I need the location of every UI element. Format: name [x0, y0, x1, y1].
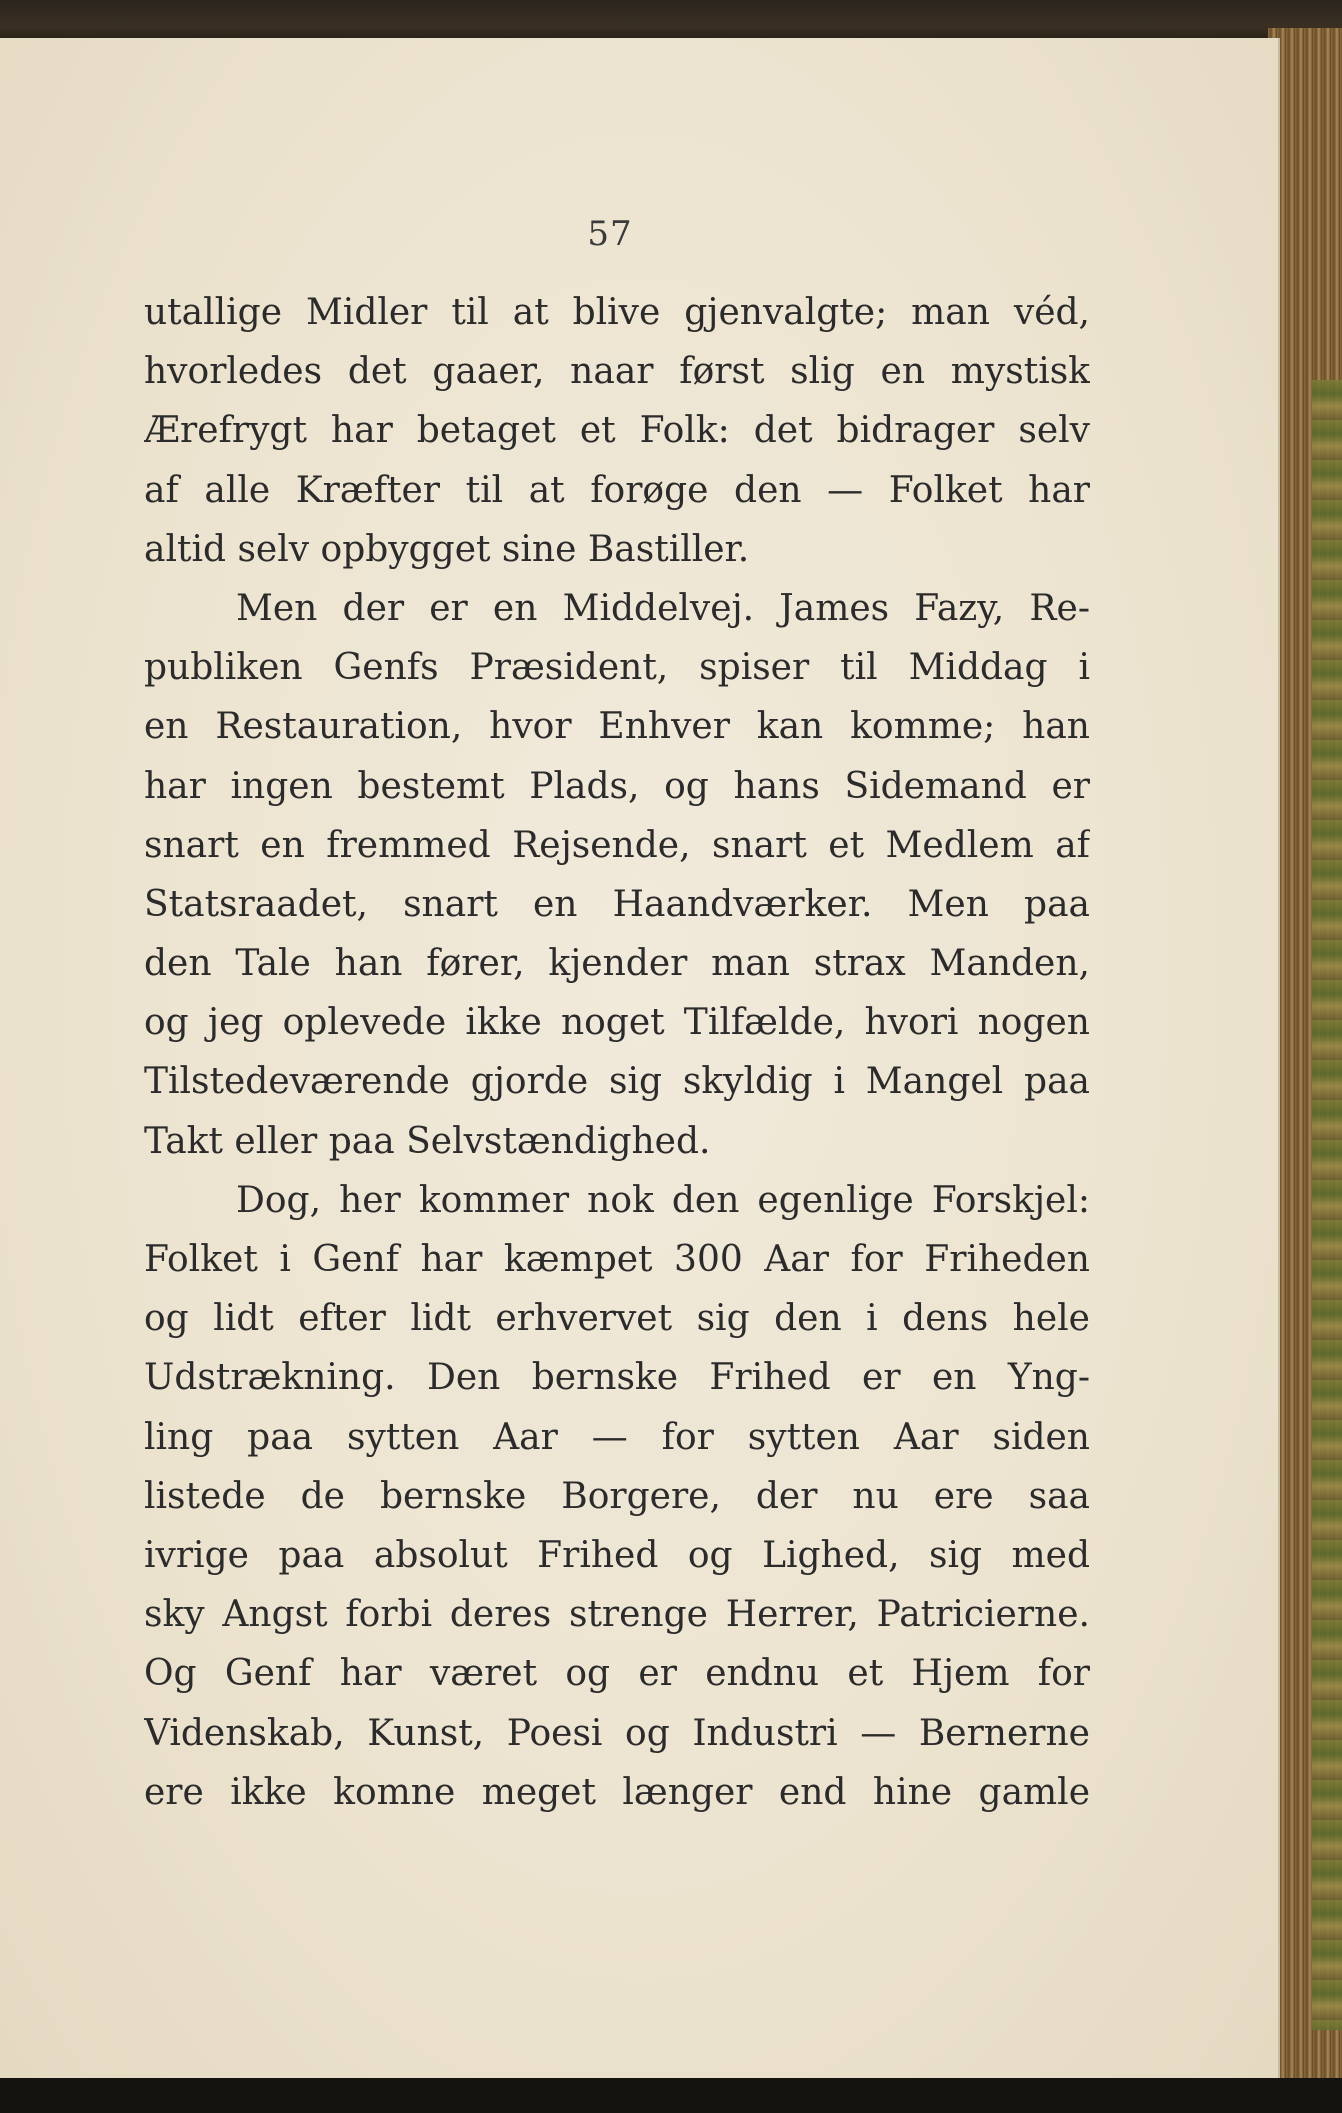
- text-line: ivrige paa absolut Frihed og Lighed, sig med: [144, 1534, 1090, 1576]
- text-line: Ærefrygt har betaget et Folk: det bidrager selv: [144, 410, 1090, 452]
- text-line: sky Angst forbi deres strenge Herrer, Patricierne.: [144, 1594, 1090, 1636]
- text-line: har ingen bestemt Plads, og hans Sidemand er: [144, 765, 1090, 807]
- text-line: Statsraadet, snart en Haandværker. Men paa: [144, 883, 1090, 925]
- text-line: Dog, her kommer nok den egenlige Forskjel:: [236, 1179, 1090, 1221]
- text-line: ling paa sytten Aar — for sytten Aar siden: [144, 1416, 1090, 1458]
- scan-bottom-border: [0, 2078, 1342, 2113]
- text-line: Tilstedeværende gjorde sig skyldig i Mangel paa: [144, 1061, 1090, 1103]
- body-text: [144, 283, 1090, 1822]
- text-line: og lidt efter lidt erhvervet sig den i dens hele: [144, 1298, 1090, 1340]
- book-page: [0, 38, 1280, 2090]
- text-line: Men der er en Middelvej. James Fazy, Re-: [236, 587, 1090, 629]
- text-line: utallige Midler til at blive gjenvalgte; man véd,: [144, 292, 1090, 333]
- text-line: publiken Genfs Præsident, spiser til Middag i: [144, 647, 1090, 689]
- text-line: en Restauration, hvor Enhver kan komme; han: [144, 706, 1090, 748]
- page-number: 57: [587, 214, 633, 254]
- text-line: Og Genf har været og er endnu et Hjem for: [144, 1653, 1090, 1695]
- text-line: ere ikke komne meget længer end hine gamle: [144, 1771, 1090, 1813]
- text-line: af alle Kræfter til at forøge den — Folket har: [144, 469, 1090, 511]
- book-cover-edge: [1312, 380, 1342, 2030]
- text-line: altid selv opbygget sine Bastiller.: [144, 528, 750, 570]
- text-line: den Tale han fører, kjender man strax Manden,: [144, 943, 1090, 985]
- text-line: Takt eller paa Selvstændighed.: [144, 1120, 711, 1162]
- text-line: og jeg oplevede ikke noget Tilfælde, hvori nogen: [144, 1002, 1090, 1044]
- text-line: snart en fremmed Rejsende, snart et Medlem af: [144, 824, 1090, 866]
- text-line: Udstrækning. Den bernske Frihed er en Yng-: [144, 1357, 1090, 1399]
- text-line: Folket i Genf har kæmpet 300 Aar for Friheden: [144, 1239, 1090, 1280]
- text-line: listede de bernske Borgere, der nu ere saa: [144, 1475, 1090, 1517]
- text-line: Videnskab, Kunst, Poesi og Industri — Bernerne: [144, 1712, 1090, 1754]
- text-line: hvorledes det gaaer, naar først slig en mystisk: [144, 351, 1090, 393]
